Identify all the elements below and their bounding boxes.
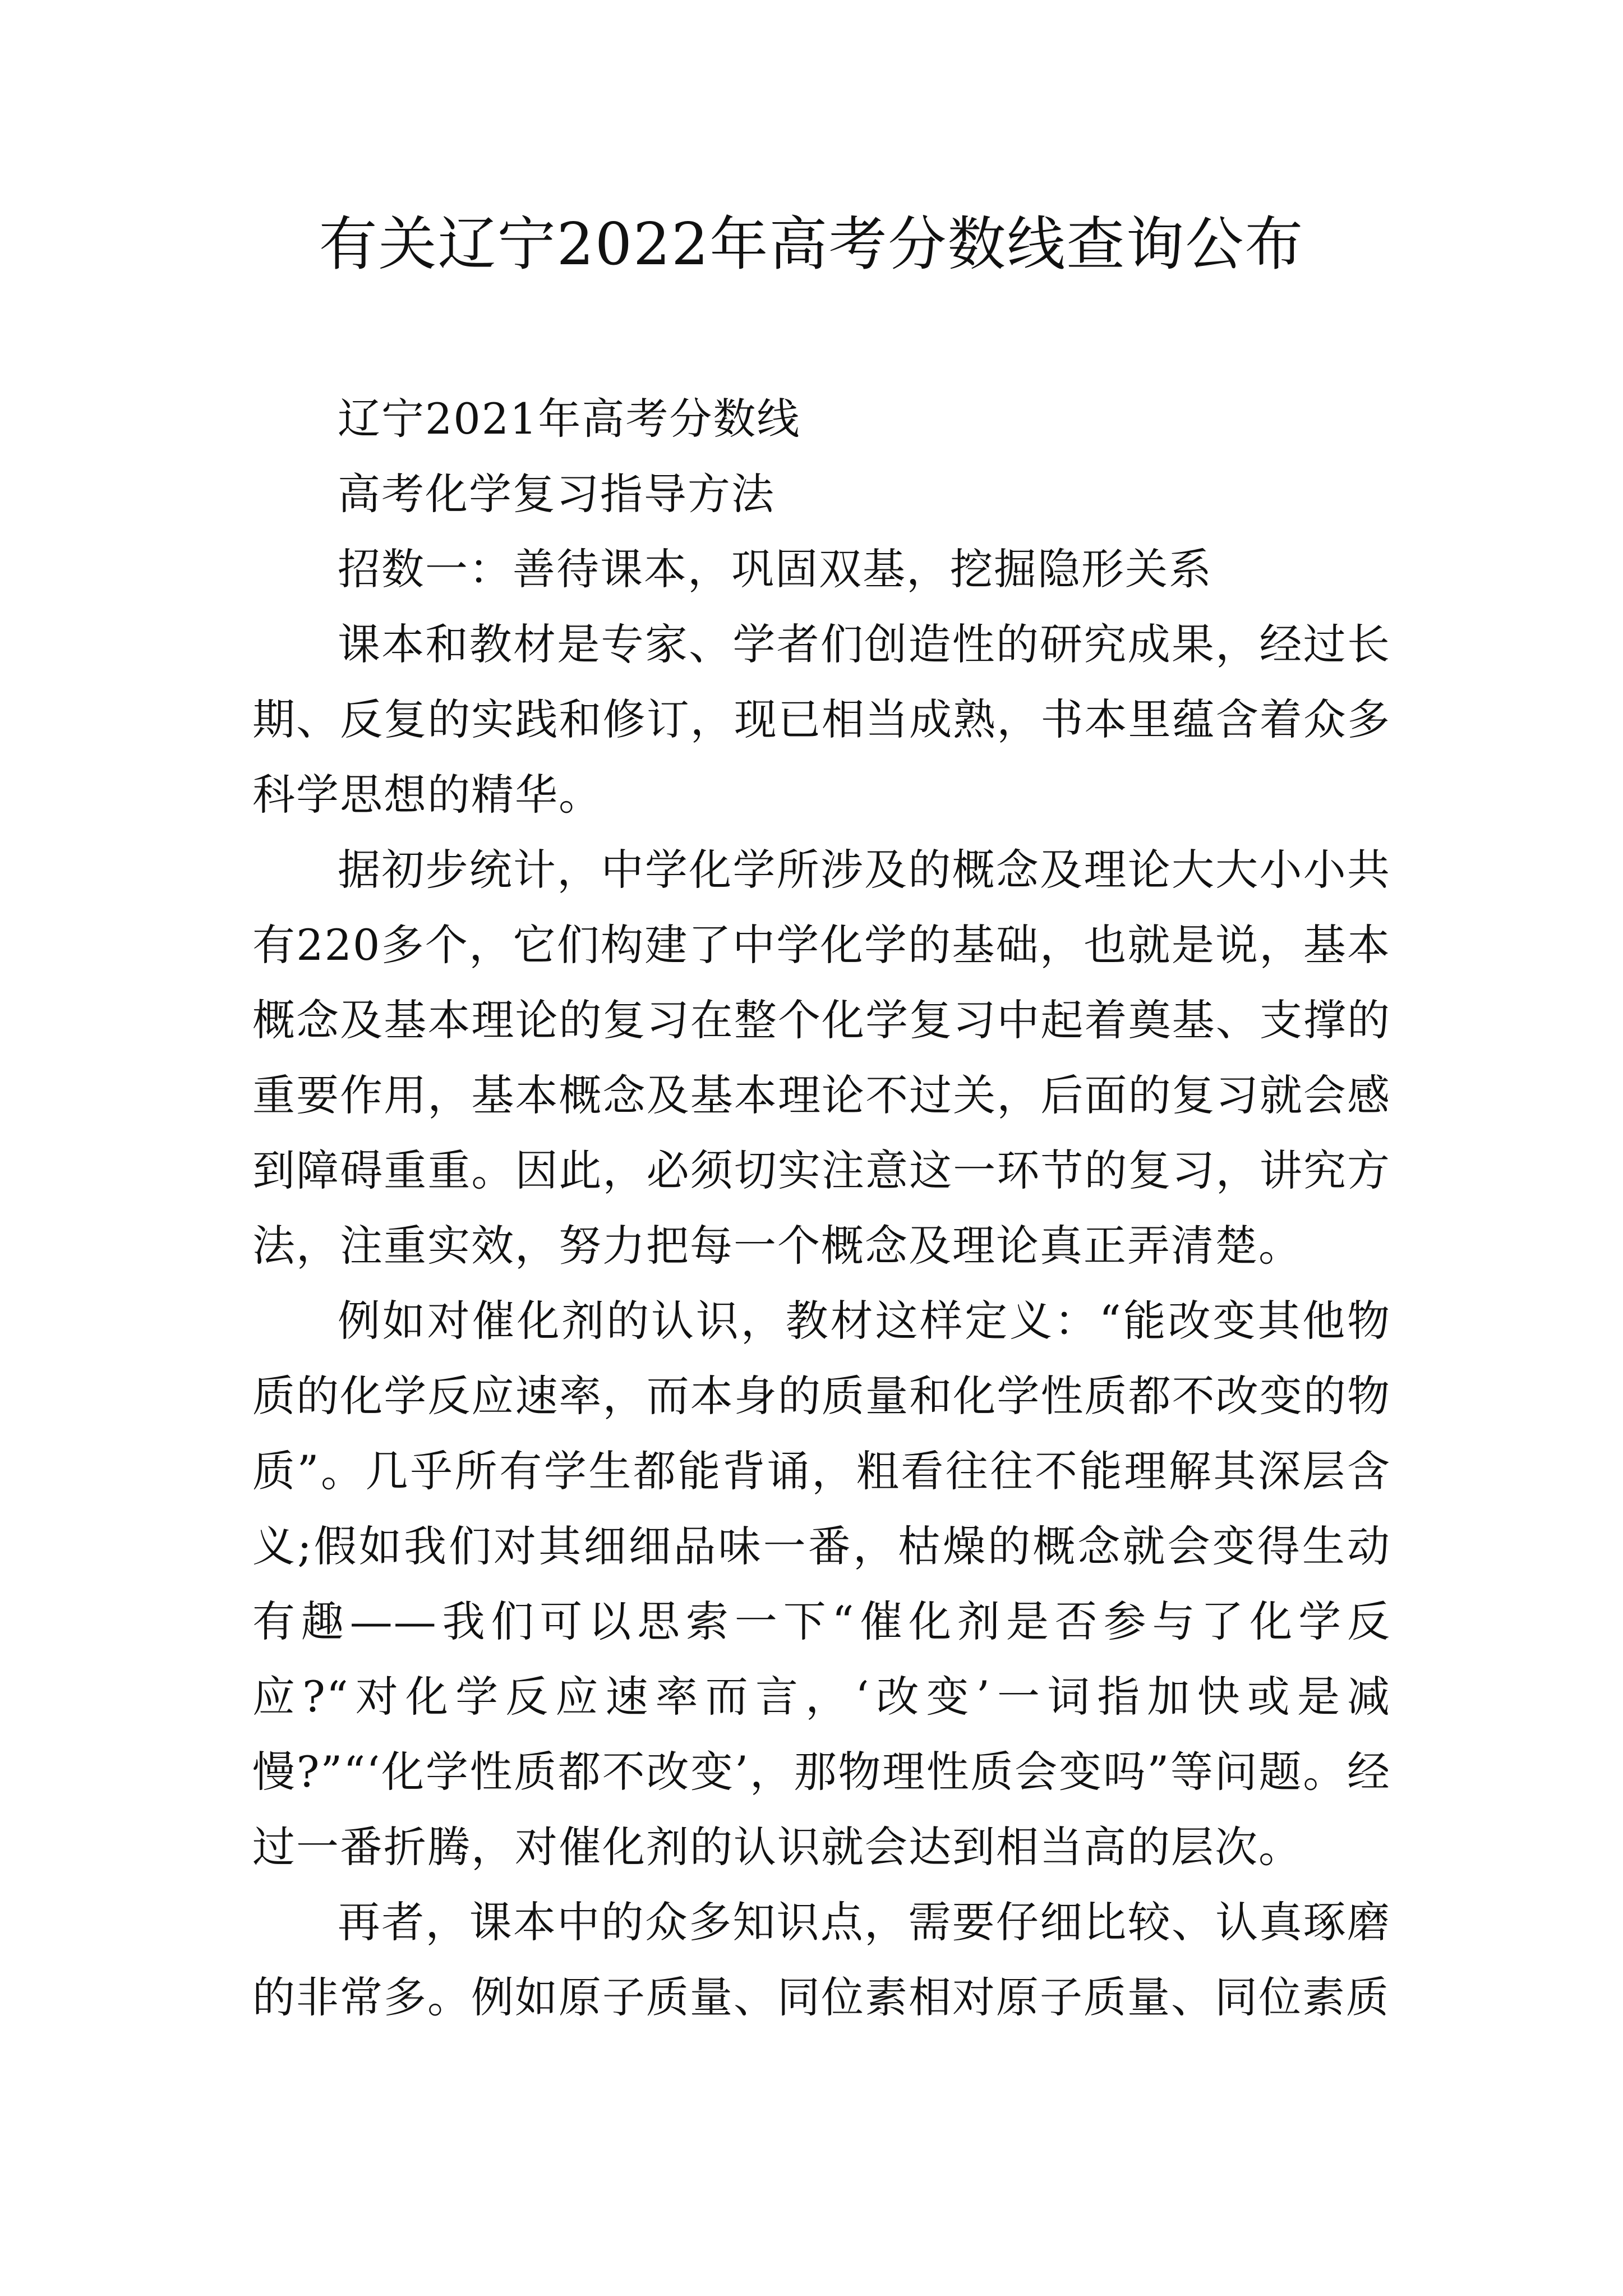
paragraph-6: 例如对催化剂的认识，教材这样定义：“能改变其他物质的化学反应速率，而本身的质量和化学性质都不改变的物质”。几乎所有学生都能背诵，粗看往往不能理解其深层含义;假如我们对其细细品味一番，枯燥的概念就会变得生动有趣——我们可以思索一下“催化剂是否参与了化学反应?“对化学反应速率而言，‘改变’一词指加快或是减慢?”“‘化学性质都不改变’，那物理性质会变吗”等问题。经过一番折腾，对催化剂的认识就会达到相当高的层次。 [252,1296,1391,1872]
paragraph-4: 课本和教材是专家、学者们创造性的研究成果，经过长期、反复的实践和修订，现已相当成熟，书本里蕴含着众多科学思想的精华。 [252,619,1391,820]
paragraph-3: 招数一：善待课本，巩固双基，挖掘隐形关系 [338,544,1212,594]
paragraph-1: 辽宁2021年高考分数线 [338,394,801,444]
paragraph-5: 据初步统计，中学化学所涉及的概念及理论大大小小共有220多个，它们构建了中学化学的基础，也就是说，基本概念及基本理论的复习在整个化学复习中起着奠基、支撑的重要作用，基本概念及基本理论不过关，后面的复习就会感到障碍重重。因此，必须切实注意这一环节的复习，讲究方法，注重实效，努力把每一个概念及理论真正弄清楚。 [252,845,1391,1271]
paragraph-7: 再者，课本中的众多知识点，需要仔细比较、认真琢磨的非常多。例如原子质量、同位素相对原子质量、同位素质 [252,1897,1391,2022]
document-body [252,381,1391,2035]
paragraph-2: 高考化学复习指导方法 [338,469,775,519]
document-title: 有关辽宁2022年高考分数线查询公布 [319,210,1304,278]
